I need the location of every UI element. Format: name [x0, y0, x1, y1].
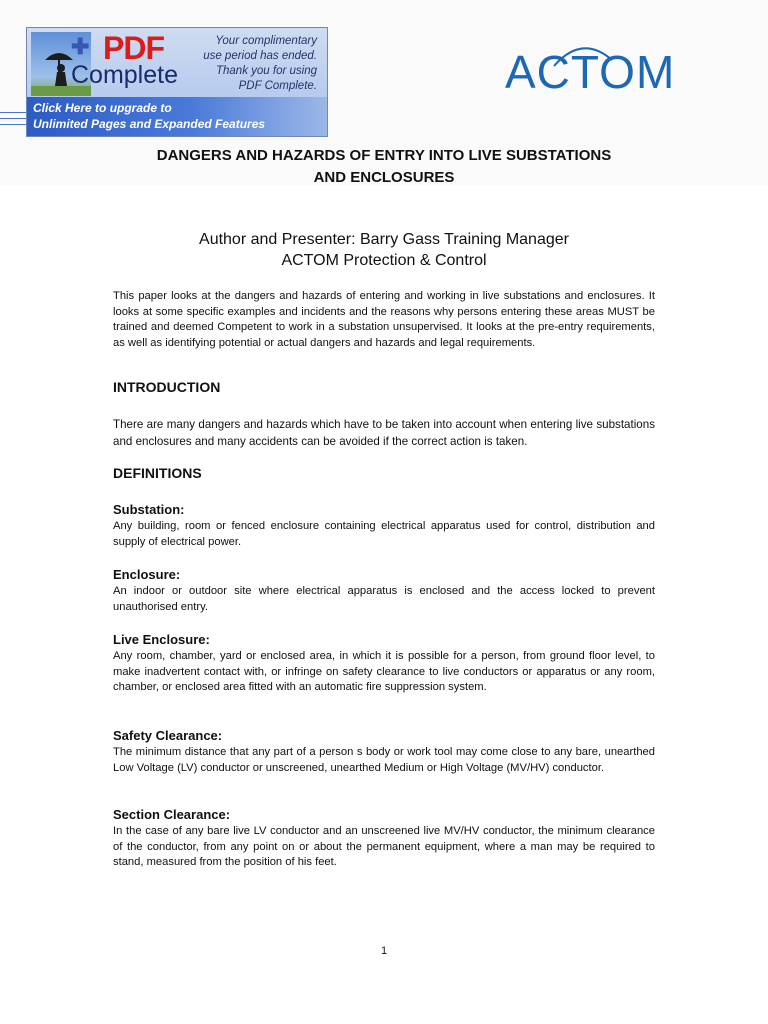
title-line: AND ENCLOSURES: [313, 169, 455, 186]
promo-line: Thank you for using: [215, 65, 317, 77]
complete-logo: Complete: [71, 61, 178, 89]
definition-term: Section Clearance:: [113, 807, 231, 822]
definition-term: Enclosure:: [113, 567, 181, 582]
upgrade-line[interactable]: Click Here to upgrade to: [33, 101, 172, 115]
abstract-paragraph: This paper looks at the dangers and hazards of entering and working in live substations and enclosures. It looks at some specific examples and incidents and the reasons why persons entering these areas MUST be trained and deemed Competent to work in a substation unsupervised. It looks at the pre-entry requirements, as well as identifying potential or actual dangers and hazards and legal requirements.: [113, 290, 655, 349]
page-number: 1: [380, 945, 388, 957]
definition-text: The minimum distance that any part of a person s body or work tool may come close to any bare, unearthed Low Voltage (LV) conductor or unscreened, unearthed Medium or High Voltage (MV/HV) conductor.: [113, 746, 655, 774]
definition-term: Substation:: [113, 502, 185, 517]
title-line: DANGERS AND HAZARDS OF ENTRY INTO LIVE SUBSTATIONS: [156, 147, 612, 164]
definition-term: Safety Clearance:: [113, 728, 223, 743]
upgrade-line[interactable]: Unlimited Pages and Expanded Features: [33, 117, 266, 131]
promo-line: Your complimentary: [215, 35, 317, 47]
definition-term: Live Enclosure:: [113, 632, 210, 647]
plus-icon: ✚: [71, 34, 90, 59]
definition-text: Any room, chamber, yard or enclosed area, in which it is possible for a person, from ground floor level, to make inadvertent contact with, or infringe on safety clearance to live conductors or apparatus or any room, chamber, or enclosed area fitted with an automatic fire suppression system.: [113, 650, 655, 693]
banner-stripe: [0, 124, 26, 125]
promo-line: use period has ended.: [203, 50, 317, 62]
definition-text: An indoor or outdoor site where electrical apparatus is enclosed and the access locked to prevent unauthorised entry.: [113, 585, 655, 613]
definitions-heading: DEFINITIONS: [113, 465, 202, 481]
banner-stripe: [0, 112, 26, 113]
introduction-paragraph: There are many dangers and hazards which have to be taken into account when entering live substations and enclosures and many accidents can be avoided if the correct action is taken.: [113, 418, 655, 448]
actom-logo: ACTOM: [505, 46, 676, 98]
promo-text: [167, 34, 317, 94]
promo-line: PDF Complete.: [238, 80, 317, 92]
affiliation-line: ACTOM Protection & Control: [281, 252, 487, 269]
upgrade-banner[interactable]: [26, 27, 328, 137]
pdf-logo: PDF: [103, 30, 164, 66]
upgrade-link[interactable]: [27, 97, 327, 136]
banner-stripe: [0, 118, 26, 119]
introduction-heading: INTRODUCTION: [113, 379, 221, 395]
author-line: Author and Presenter: Barry Gass Training Manager: [199, 231, 569, 248]
definition-text: Any building, room or fenced enclosure containing electrical apparatus used for control, distribution and supply of electrical power.: [113, 520, 655, 548]
definition-text: In the case of any bare live LV conductor and an unscreened live MV/HV conductor, the minimum clearance of the conductor, from any point on or about the permanent equipment, where a man may be required to stand, measured from the position of his feet.: [113, 825, 655, 868]
